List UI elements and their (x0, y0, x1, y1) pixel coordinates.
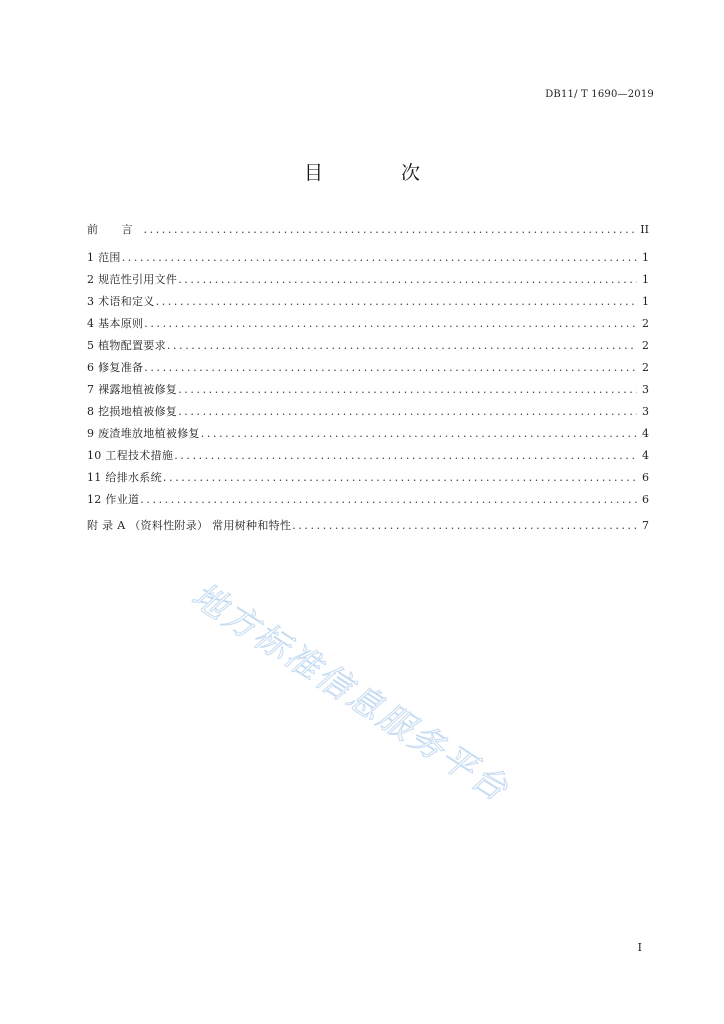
toc-leader-dots (144, 219, 637, 241)
toc-leader-dots (144, 357, 637, 379)
toc-entry-page: 1 (642, 273, 649, 286)
toc-entry-page: 1 (642, 251, 649, 264)
toc-entry-label: 7 裸露地植被修复 (87, 383, 178, 396)
toc-entry-page: 6 (642, 493, 649, 506)
toc-entry-waste-dump-land[interactable] (87, 423, 649, 445)
toc-entry-label: 1 范围 (87, 251, 121, 264)
toc-entry-engineering-measures[interactable] (87, 445, 649, 467)
toc-leader-dots (140, 489, 637, 511)
toc-entry-page: 4 (642, 427, 649, 440)
toc-entry-label: 3 术语和定义 (87, 295, 155, 308)
toc-entry-page: 2 (642, 339, 649, 352)
toc-entry-water-system[interactable] (87, 467, 649, 489)
toc-entry-foreword[interactable] (87, 219, 649, 241)
toc-leader-dots (144, 313, 637, 335)
toc-entry-page: 3 (642, 405, 649, 418)
toc-entry-bare-land[interactable] (87, 379, 649, 401)
toc-leader-dots (174, 445, 637, 467)
toc-entry-label: 2 规范性引用文件 (87, 273, 178, 286)
toc-entry-label: 前 言 (87, 223, 143, 236)
toc-leader-dots (163, 467, 637, 489)
toc-entry-plant-configuration[interactable] (87, 335, 649, 357)
toc-entry-excavated-land[interactable] (87, 401, 649, 423)
toc-leader-dots (292, 515, 637, 537)
watermark: 地方标准信息服务平台 (184, 575, 517, 811)
toc-entry-page: 2 (642, 361, 649, 374)
toc-leader-dots (156, 291, 637, 313)
toc-entry-page: 7 (642, 519, 649, 532)
toc-entry-label: 6 修复准备 (87, 361, 144, 374)
toc-entry-appendix-a[interactable] (87, 515, 649, 537)
toc-entry-label: 4 基本原则 (87, 317, 144, 330)
toc-entry-label: 8 挖损地植被修复 (87, 405, 178, 418)
toc-title: 目 次 (303, 162, 457, 184)
standard-code: DB11/ T 1690—2019 (545, 89, 654, 100)
toc-entry-label: 9 废渣堆放地植被修复 (87, 427, 200, 440)
toc-entry-work-road[interactable] (87, 489, 649, 511)
toc-entry-page: II (640, 223, 649, 236)
toc-entry-label: 附 录 A （资料性附录） 常用树种和特性 (87, 519, 292, 532)
table-of-contents (87, 219, 649, 537)
toc-leader-dots (178, 269, 637, 291)
toc-leader-dots (167, 335, 637, 357)
toc-entry-label: 12 作业道 (87, 493, 140, 506)
toc-entry-page: 2 (642, 317, 649, 330)
toc-leader-dots (122, 247, 637, 269)
toc-entry-page: 6 (642, 471, 649, 484)
toc-entry-restoration-preparation[interactable] (87, 357, 649, 379)
toc-leader-dots (201, 423, 637, 445)
toc-entry-terms-definitions[interactable] (87, 291, 649, 313)
toc-entry-label: 5 植物配置要求 (87, 339, 166, 352)
toc-entry-page: 4 (642, 449, 649, 462)
toc-leader-dots (178, 379, 637, 401)
toc-entry-scope[interactable] (87, 247, 649, 269)
toc-entry-label: 10 工程技术措施 (87, 449, 174, 462)
toc-entry-normative-references[interactable] (87, 269, 649, 291)
toc-entry-page: 1 (642, 295, 649, 308)
toc-entry-basic-principles[interactable] (87, 313, 649, 335)
toc-entry-page: 3 (642, 383, 649, 396)
toc-leader-dots (178, 401, 637, 423)
toc-entry-label: 11 给排水系统 (87, 471, 162, 484)
page-number: I (637, 941, 642, 954)
